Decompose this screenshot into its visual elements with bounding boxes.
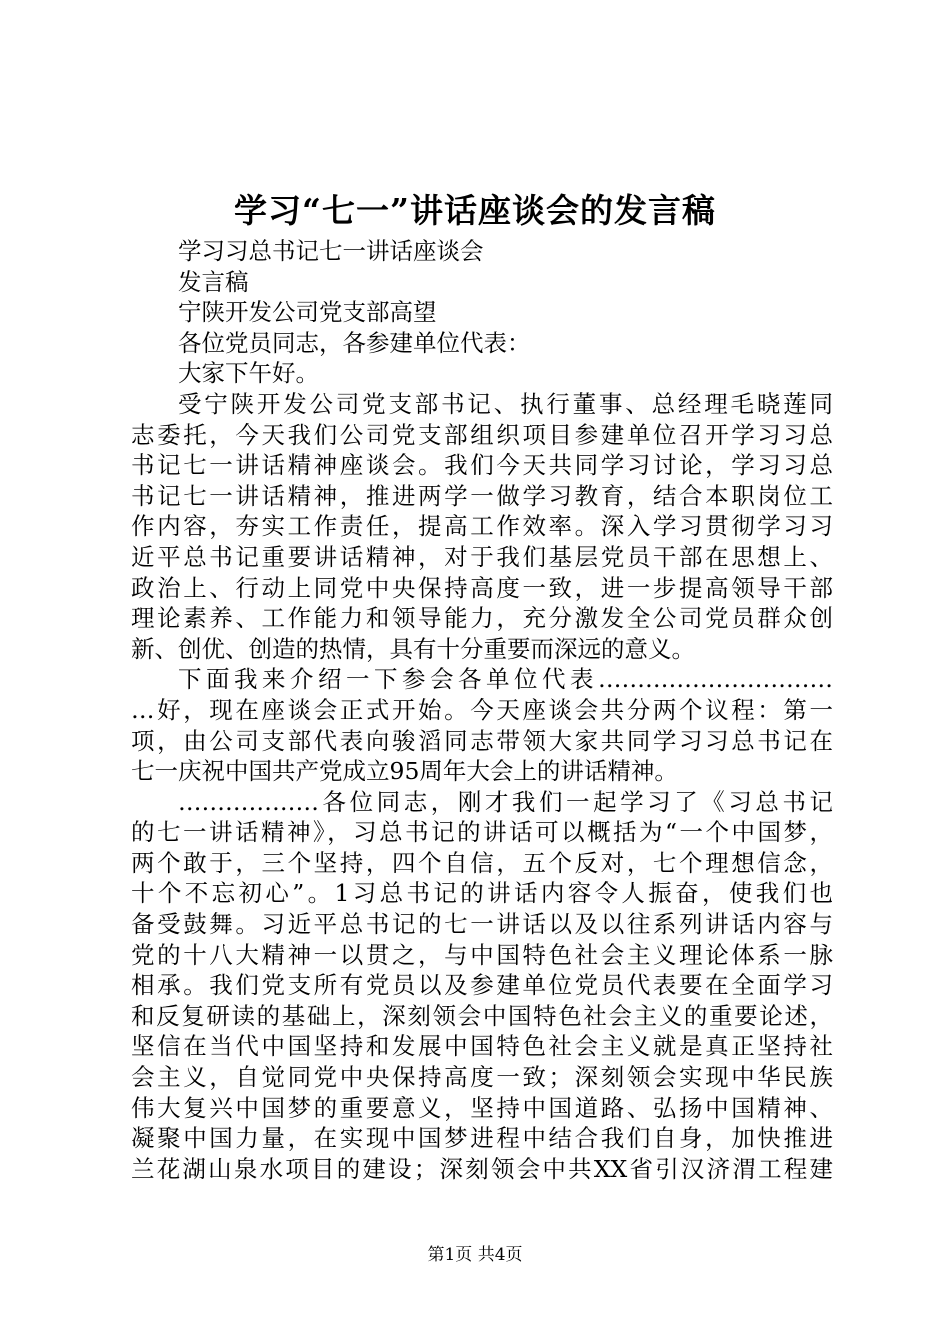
text-line: 七一庆祝中国共产党成立95周年大会上的讲话精神。 [131,757,678,786]
text-line: 兰花湖山泉水项目的建设；深刻领会中共XX省引汉济渭工程建 [131,1154,833,1183]
text-line: 相承。我们党支所有党员以及参建单位党员代表要在全面学习 [131,971,833,1000]
text-line: 和反复研读的基础上，深刻领会中国特色社会主义的重要论述， [131,1001,833,1030]
text-line: 党的十八大精神一以贯之，与中国特色社会主义理论体系一脉 [131,940,833,969]
text-line: 作内容，夯实工作责任，提高工作效率。深入学习贯彻学习习 [131,512,833,541]
text-line: 会主义，自觉同党中央保持高度一致；深刻领会实现中华民族 [131,1063,833,1092]
text-line: 大家下午好。 [178,359,319,388]
text-line: 书记七一讲话精神座谈会。我们今天共同学习讨论，学习习总 [131,451,833,480]
page-footer: 第1页 共4页 [427,1245,523,1265]
text-line: 凝聚中国力量，在实现中国梦进程中结合我们自身，加快推进 [131,1124,833,1153]
text-line: 受宁陕开发公司党支部书记、执行董事、总经理毛晓莲同 [178,389,833,418]
text-line: 发言稿 [178,267,249,296]
text-line: 理论素养、工作能力和领导能力，充分激发全公司党员群众创 [131,604,833,633]
text-line: 十个不忘初心”。1习总书记的讲话内容令人振奋，使我们也 [131,879,833,908]
text-line: 的七一讲话精神》，习总书记的讲话可以概括为“一个中国梦， [131,818,833,847]
document-body [131,236,833,1184]
text-line: ………………各位同志，刚才我们一起学习了《习总书记 [178,787,833,816]
text-line: 下面我来介绍一下参会各单位代表………………………… [178,665,833,694]
text-line: 坚信在当代中国坚持和发展中国特色社会主义就是真正坚持社 [131,1032,833,1061]
text-line: 政治上、行动上同党中央保持高度一致，进一步提高领导干部 [131,573,833,602]
text-line: 各位党员同志，各参建单位代表： [178,328,531,357]
text-line: 伟大复兴中国梦的重要意义，坚持中国道路、弘扬中国精神、 [131,1093,833,1122]
text-line: 近平总书记重要讲话精神，对于我们基层党员干部在思想上、 [131,542,833,571]
text-line: 书记七一讲话精神，推进两学一做学习教育，结合本职岗位工 [131,481,833,510]
text-line: …好，现在座谈会正式开始。今天座谈会共分两个议程：第一 [131,695,833,724]
text-line: 新、创优、创造的热情，具有十分重要而深远的意义。 [131,634,695,663]
text-line: 两个敢于，三个坚持，四个自信，五个反对，七个理想信念， [131,848,833,877]
text-line: 项，由公司支部代表向骏滔同志带领大家共同学习习总书记在 [131,726,833,755]
text-line: 志委托，今天我们公司党支部组织项目参建单位召开学习习总 [131,420,833,449]
text-line: 备受鼓舞。习近平总书记的七一讲话以及以往系列讲话内容与 [131,910,833,939]
text-line: 宁陕开发公司党支部高望 [178,298,437,327]
document-title: 学习“七一”讲话座谈会的发言稿 [234,191,716,230]
text-line: 学习习总书记七一讲话座谈会 [178,237,484,265]
